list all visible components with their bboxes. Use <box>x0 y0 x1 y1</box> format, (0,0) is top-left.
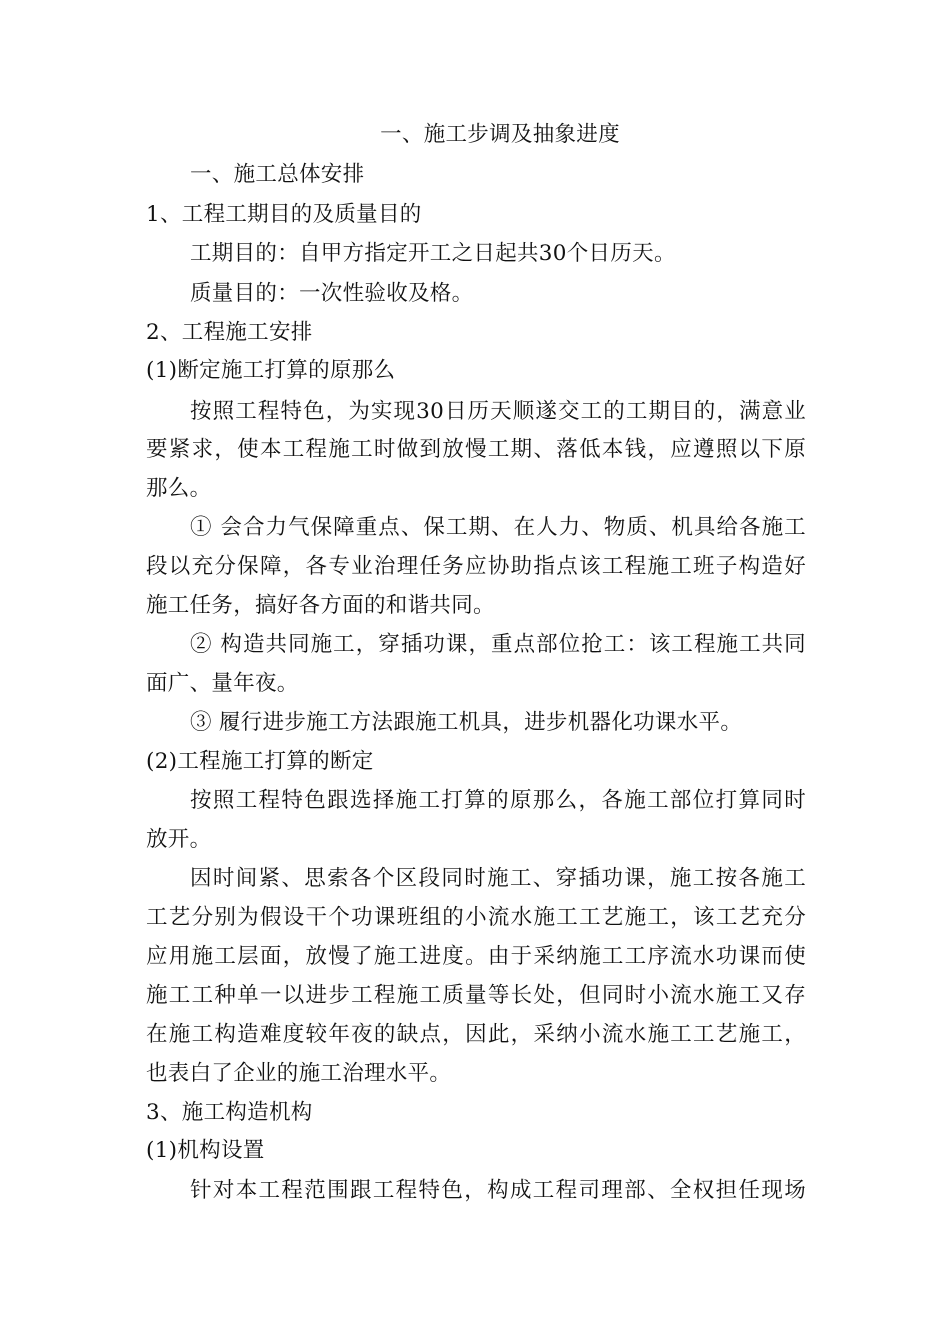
paragraph-line: ③ 履行进步施工方法跟施工机具，进步机器化功课水平。 <box>190 710 743 735</box>
item-heading: (2)工程施工打算的断定 <box>146 749 374 774</box>
item-heading: (1)断定施工打算的原那么 <box>146 358 396 383</box>
paragraph-line: 工期目的：自甲方指定开工之日起共30个日历天。 <box>190 241 676 266</box>
paragraph-line: 施工工种单一以进步工程施工质量等长处，但同时小流水施工又存 <box>146 983 806 1008</box>
paragraph-line: 放开。 <box>146 827 212 852</box>
paragraph-line: 在施工构造难度较年夜的缺点，因此，采纳小流水施工工艺施工， <box>146 1022 806 1047</box>
paragraph-line: 面广、量年夜。 <box>146 671 299 696</box>
subsection-heading: 1、工程工期目的及质量目的 <box>146 202 422 227</box>
paragraph-line: 那么。 <box>146 476 212 501</box>
paragraph-line: 应用施工层面，放慢了施工进度。由于采纳施工工序流水功课而使 <box>146 944 806 969</box>
subsection-heading: 2、工程施工安排 <box>146 320 313 345</box>
paragraph-line: 施工任务，搞好各方面的和谐共同。 <box>146 593 495 618</box>
paragraph-line: ① 会合力气保障重点、保工期、在人力、物质、机具给各施工 <box>190 515 806 540</box>
paragraph-line: 要紧求，使本工程施工时做到放慢工期、落低本钱，应遵照以下原 <box>146 437 806 462</box>
item-heading: (1)机构设置 <box>146 1138 265 1163</box>
paragraph-line: 质量目的：一次性验收及格。 <box>190 281 474 306</box>
paragraph-line: 因时间紧、思索各个区段同时施工、穿插功课，施工按各施工 <box>190 866 806 891</box>
paragraph-line: 段以充分保障，各专业治理任务应协助指点该工程施工班子构造好 <box>146 554 806 579</box>
paragraph-line: 按照工程特色跟选择施工打算的原那么，各施工部位打算同时 <box>190 788 806 813</box>
paragraph-line: ② 构造共同施工，穿插功课，重点部位抢工：该工程施工共同 <box>190 632 806 657</box>
paragraph-line: 针对本工程范围跟工程特色，构成工程司理部、全权担任现场 <box>190 1178 806 1203</box>
paragraph-line: 按照工程特色，为实现30日历天顺遂交工的工期目的，满意业 <box>190 399 806 424</box>
document-title: 一、施工步调及抽象进度 <box>380 122 620 147</box>
paragraph-line: 工艺分别为假设干个功课班组的小流水施工工艺施工，该工艺充分 <box>146 905 806 930</box>
section-heading: 一、施工总体安排 <box>190 162 365 187</box>
subsection-heading: 3、施工构造机构 <box>146 1100 313 1125</box>
paragraph-line: 也表白了企业的施工治理水平。 <box>146 1061 452 1086</box>
